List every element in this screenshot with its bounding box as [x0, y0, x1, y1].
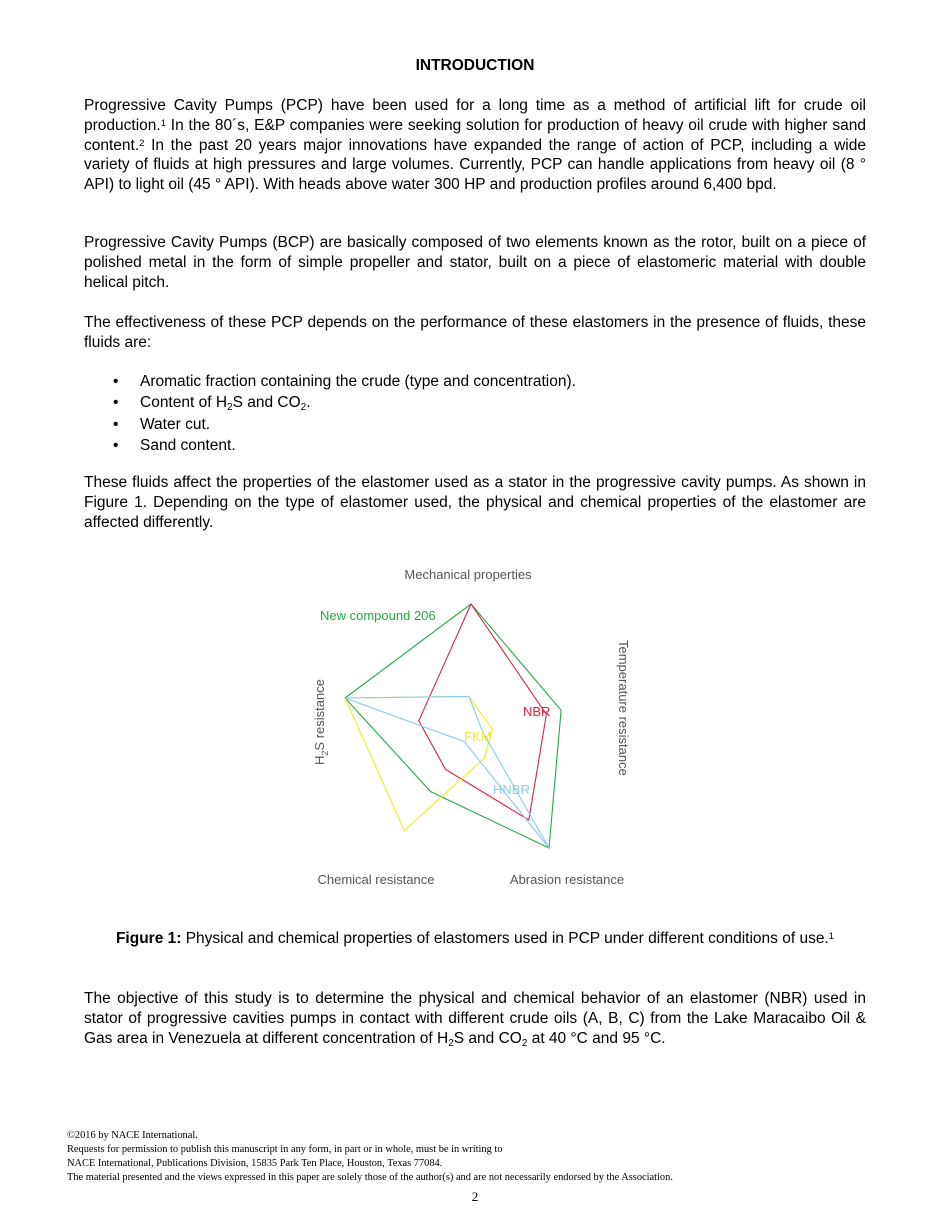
copyright-footer — [67, 1129, 887, 1185]
radar-chart — [300, 560, 650, 895]
bullet-glyph: • — [113, 416, 119, 433]
list-item-text: Aromatic fraction containing the crude (type and concentration). — [140, 373, 576, 390]
p5-text-b: S and CO — [453, 1029, 522, 1047]
citation-2: 2 — [139, 137, 145, 149]
series-label-nbr: NBR — [523, 704, 551, 719]
series-label-new-compound: New compound 206 — [320, 608, 436, 623]
bullet-glyph: • — [113, 393, 119, 411]
p1-text-c: In the past 20 years major innovations have expanded the range of action of PCP, including a wide variety of fluids at high pressures and large volumes. Currently, PCP can handle applications from heavy oil (8 ° API) to light oil (45 ° API). With heads above water 300 HP and production profiles around 6,400 bpd. — [84, 136, 866, 194]
subscript: 2 — [300, 401, 307, 413]
list-item-text: Content of H — [140, 393, 228, 411]
section-heading: INTRODUCTION — [415, 57, 535, 74]
list-item — [84, 415, 576, 436]
series-label-hnbr: HNBR — [493, 782, 530, 797]
axis-label-mechanical: Mechanical properties — [404, 567, 532, 582]
series-label-fkm: FKM — [464, 729, 492, 744]
footer-line: The material presented and the views expressed in this paper are solely those of the author(s) and are not necessarily endorsed by the Association. — [67, 1172, 673, 1183]
axis-label-chemical: Chemical resistance — [317, 872, 435, 887]
p5-text-c: at 40 °C and 95 °C. — [527, 1029, 666, 1047]
caption-label: Figure 1: — [115, 930, 182, 947]
list-item-text: S and CO — [232, 393, 301, 411]
footer-line: Requests for permission to publish this manuscript in any form, in part or in whole, must be in writing to — [67, 1144, 503, 1155]
p5-text-a: The objective of this study is to determine the physical and chemical behavior of an elastomer (NBR) used in stator of progressive cavities pumps in contact with different crude oils (A, B, C) from the Lake Maracaibo Oil & Gas area in Venezuela at different concentration of H — [84, 990, 866, 1047]
h2s-text: S resistance — [312, 679, 327, 751]
list-item-text: . — [306, 393, 311, 411]
bullet-glyph: • — [113, 373, 119, 390]
axis-label-abrasion: Abrasion resistance — [509, 872, 625, 887]
axis-label-h2s — [312, 679, 330, 765]
paragraph-effectiveness: The effectiveness of these PCP depends on the performance of these elastomers in the presence of fluids, these fluids are: — [84, 314, 866, 351]
h2s-subscript: 2 — [320, 750, 330, 756]
footer-line: ©2016 by NACE International. — [67, 1130, 198, 1141]
citation-1: 1 — [160, 117, 166, 129]
axis-label-temperature: Temperature resistance — [616, 640, 631, 776]
list-item — [84, 436, 576, 457]
fluid-list — [84, 372, 576, 456]
series-line-hnbr — [345, 696, 549, 848]
list-item-text: Water cut. — [140, 416, 211, 433]
list-item-text: Sand content. — [140, 436, 236, 454]
list-item — [84, 372, 576, 393]
caption-citation: 1 — [828, 931, 835, 942]
p1-text-b: In the 80´s, E&P companies were seeking solution for production of heavy oil crude with higher sand content. — [84, 116, 866, 154]
paragraph-fluid-effects: These fluids affect the properties of the elastomer used as a stator in the progressive cavity pumps. As shown in Figure 1. Depending on the type of elastomer used, the physical and chemical properties of the elastomer are affected differently. — [84, 474, 866, 531]
paragraph-objective — [84, 989, 866, 1050]
list-item — [84, 393, 576, 416]
subscript: 2 — [227, 401, 233, 413]
page-number: 2 — [471, 1189, 479, 1204]
paragraph-pcp-history — [84, 96, 866, 195]
caption-text: Physical and chemical properties of elastomers used in PCP under different conditions of use. — [181, 930, 829, 947]
subscript: 2 — [521, 1037, 528, 1049]
bullet-glyph: • — [113, 436, 119, 454]
p1-text-a: Progressive Cavity Pumps (PCP) have been used for a long time as a method of artificial lift for crude oil production. — [84, 97, 866, 134]
subscript: 2 — [448, 1037, 454, 1049]
figure-caption — [84, 929, 866, 949]
paragraph-pcp-composition: Progressive Cavity Pumps (BCP) are basically composed of two elements known as the rotor, built on a piece of polished metal in the form of simple propeller and stator, built on a piece of elastomeric material with double helical pitch. — [84, 234, 866, 291]
footer-line: NACE International, Publications Division, 15835 Park Ten Place, Houston, Texas 77084. — [67, 1158, 443, 1169]
h2s-text: H — [312, 755, 327, 765]
